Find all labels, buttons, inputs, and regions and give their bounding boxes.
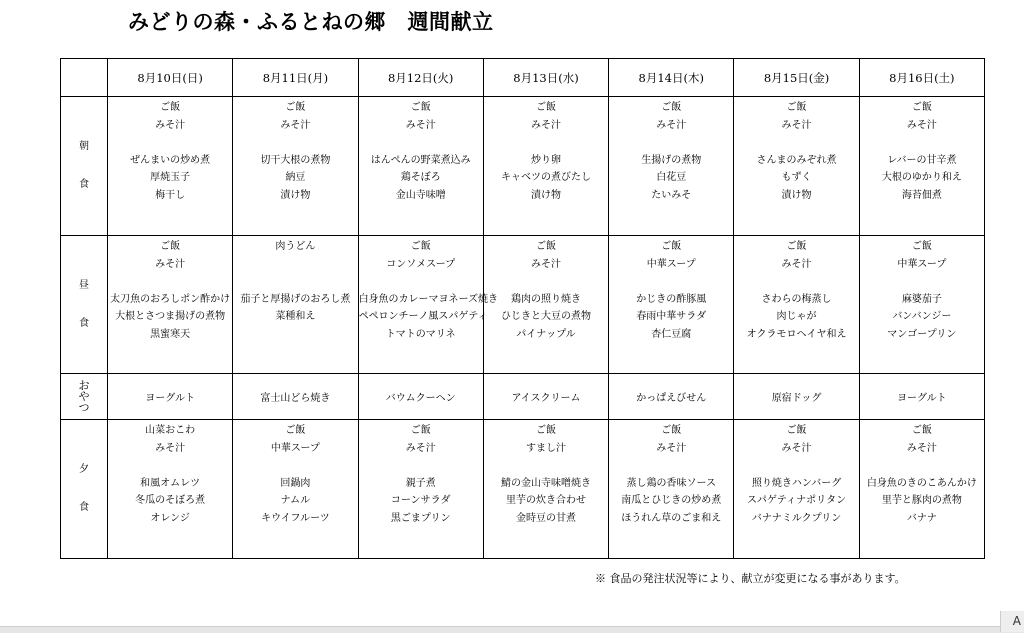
menu-spacer [233, 457, 357, 475]
dinner-cell [483, 420, 608, 559]
menu-item: 肉うどん [275, 241, 316, 252]
menu-item: 納豆 [285, 172, 306, 183]
menu-item: ご飯 [535, 102, 556, 113]
menu-item: みそ汁 [280, 119, 311, 131]
menu-item: みそ汁 [781, 119, 812, 131]
change-notice: ※ 食品の発注状況等により、献立が変更になる事があります。 [595, 572, 906, 585]
day-header: 8月11日(月) [233, 59, 358, 97]
menu-item: 大根とさつま揚げの煮物 [115, 311, 226, 322]
menu-item: スパゲティナポリタン [746, 495, 847, 506]
menu-item: 杏仁豆腐 [651, 328, 692, 340]
breakfast-cell [233, 97, 358, 236]
menu-item: 麻婆茄子 [901, 293, 942, 305]
breakfast-cell [483, 97, 608, 236]
menu-item: ご飯 [285, 102, 306, 113]
menu-item: 梅干し [155, 189, 186, 201]
menu-item: コンソメスープ [386, 258, 456, 270]
menu-item: ペペロンチーノ風スパゲティ [358, 311, 488, 322]
corner-cell [61, 59, 108, 97]
menu-item: ご飯 [786, 241, 807, 252]
menu-item: 里芋の炊き合わせ [505, 495, 586, 506]
menu-item: 山菜おこわ [145, 425, 196, 436]
snack-cell: バウムクーヘン [358, 374, 483, 420]
menu-spacer [860, 457, 984, 475]
breakfast-cell [734, 97, 859, 236]
menu-item: ご飯 [786, 425, 807, 436]
lunch-cell [233, 236, 358, 374]
menu-item: ほうれん草のごま和え [621, 512, 722, 524]
menu-item: 和風オムレツ [140, 477, 201, 489]
breakfast-cell [108, 97, 233, 236]
meal-label-char: 食 [79, 502, 89, 513]
menu-item: はんぺんの野菜煮込み [370, 154, 471, 166]
menu-item: 冬瓜のそぼろ煮 [135, 495, 206, 506]
menu-spacer [484, 134, 608, 152]
day-header: 8月16日(土) [859, 59, 984, 97]
menu-item: ご飯 [160, 241, 181, 252]
menu-spacer [359, 134, 483, 152]
menu-item: 漬け物 [280, 189, 311, 201]
meal-label-char: お [78, 379, 90, 392]
menu-item: みそ汁 [781, 258, 812, 270]
snack-cell: かっぱえびせん [609, 374, 734, 420]
menu-item: 鶏そぼろ [400, 172, 441, 183]
menu-item: みそ汁 [530, 119, 561, 131]
menu-item: 太刀魚のおろしポン酢かけ [110, 293, 231, 305]
menu-item: みそ汁 [405, 442, 436, 454]
snack-cell: 原宿ドッグ [734, 374, 859, 420]
meal-label-char: 食 [79, 179, 89, 190]
menu-item: 菜種和え [275, 311, 316, 322]
menu-item: キャベツの煮びたし [500, 172, 591, 183]
menu-item: 回鍋肉 [280, 477, 311, 489]
snack-cell: アイスクリーム [483, 374, 608, 420]
day-header: 8月13日(水) [483, 59, 608, 97]
menu-item: ご飯 [160, 102, 181, 113]
menu-item: 漬け物 [781, 189, 812, 201]
menu-item: たいみそ [651, 189, 692, 201]
day-header: 8月10日(日) [108, 59, 233, 97]
lunch-cell [483, 236, 608, 374]
breakfast-cell [609, 97, 734, 236]
menu-spacer [484, 457, 608, 475]
menu-item: 生揚げの煮物 [641, 154, 702, 166]
menu-spacer [233, 134, 357, 152]
menu-item: 中華スープ [897, 258, 947, 270]
dinner-cell [233, 420, 358, 559]
menu-item: キウイフルーツ [261, 512, 330, 524]
snack-cell: 富士山どら焼き [233, 374, 358, 420]
menu-item: みそ汁 [155, 119, 186, 131]
meal-label-lunch [61, 236, 108, 374]
dinner-cell [734, 420, 859, 559]
menu-item: みそ汁 [656, 119, 687, 131]
menu-item: ご飯 [661, 102, 682, 113]
menu-spacer [609, 273, 733, 291]
menu-item: さんまのみぞれ煮 [756, 154, 837, 166]
menu-item: ぜんまいの炒め煮 [130, 154, 211, 166]
menu-item: 海苔佃煮 [901, 189, 942, 201]
menu-item: 親子煮 [405, 477, 436, 489]
menu-item: レバーの甘辛煮 [887, 154, 957, 166]
menu-item: 黒蜜寒天 [150, 328, 191, 340]
menu-item: マンゴープリン [887, 328, 957, 340]
header-row [61, 59, 985, 97]
menu-item: 茄子と厚揚げのおろし煮 [240, 293, 351, 305]
menu-spacer [108, 273, 232, 291]
menu-item: ご飯 [535, 241, 556, 252]
menu-item: みそ汁 [155, 258, 186, 270]
meal-label-char: 食 [79, 317, 89, 329]
menu-item: みそ汁 [405, 119, 436, 131]
menu-item: ご飯 [911, 241, 932, 252]
menu-spacer [233, 256, 357, 274]
menu-spacer [359, 273, 483, 291]
menu-item: バナナ [906, 512, 937, 524]
menu-item: オレンジ [150, 512, 190, 524]
menu-item: 白身魚のきのこあんかけ [866, 477, 977, 489]
menu-item: 金山寺味噌 [395, 189, 446, 201]
breakfast-row [61, 97, 985, 236]
snack-row [61, 374, 985, 420]
weekly-menu-table [60, 58, 985, 559]
lunch-cell [859, 236, 984, 374]
menu-item: 春雨中華サラダ [636, 311, 707, 322]
menu-item: ご飯 [661, 425, 682, 436]
menu-item: 鯖の金山寺味噌焼き [500, 477, 591, 489]
menu-item: 漬け物 [530, 189, 561, 201]
menu-spacer [359, 457, 483, 475]
meal-label-breakfast [61, 97, 108, 236]
meal-label-snack [61, 374, 108, 420]
dinner-cell [609, 420, 734, 559]
menu-item: ご飯 [661, 241, 682, 252]
menu-item: 切干大根の煮物 [260, 154, 331, 166]
menu-spacer [108, 134, 232, 152]
snack-cell: ヨーグルト [108, 374, 233, 420]
menu-item: 肉じゃが [776, 311, 817, 322]
menu-item: 南瓜とひじきの炒め煮 [621, 495, 722, 506]
menu-item: ナムル [280, 495, 311, 506]
meal-label-char: 朝 [79, 141, 89, 152]
lunch-cell [358, 236, 499, 374]
meal-label-char: つ [78, 401, 90, 414]
menu-item: 黒ごまプリン [390, 512, 451, 524]
meal-label-char: や [78, 390, 90, 403]
menu-item: ご飯 [786, 102, 807, 113]
menu-spacer [609, 134, 733, 152]
menu-item: 白花豆 [656, 172, 687, 183]
menu-item: 鶏肉の照り焼き [510, 293, 581, 305]
menu-item: 照り焼きハンバーグ [751, 477, 842, 489]
meal-label-char: 夕 [79, 464, 89, 475]
menu-item: ご飯 [535, 425, 556, 436]
menu-item: ご飯 [285, 425, 306, 436]
menu-item: 里芋と豚肉の煮物 [881, 495, 962, 506]
menu-spacer [609, 457, 733, 475]
menu-item: ご飯 [911, 102, 932, 113]
dinner-cell [108, 420, 233, 559]
menu-item: みそ汁 [781, 442, 812, 454]
menu-item: 大根のゆかり和え [881, 172, 962, 183]
menu-spacer [860, 273, 984, 291]
snack-cell: ヨーグルト [859, 374, 984, 420]
menu-spacer [734, 134, 858, 152]
breakfast-cell [859, 97, 984, 236]
lunch-cell [734, 236, 859, 374]
menu-item: トマトのマリネ [385, 328, 456, 340]
menu-item: ご飯 [410, 425, 431, 436]
page-title: みどりの森・ふるとねの郷 週間献立 [128, 9, 494, 34]
menu-spacer [233, 273, 357, 291]
menu-item: みそ汁 [530, 258, 561, 270]
menu-item: 中華スープ [270, 442, 320, 454]
menu-item: オクラモロヘイヤ和え [746, 328, 847, 340]
menu-item: パイナップル [516, 328, 576, 340]
menu-item: 中華スープ [646, 258, 696, 270]
menu-item: 厚焼玉子 [150, 172, 191, 183]
dinner-cell [859, 420, 984, 559]
breakfast-cell [358, 97, 483, 236]
menu-item: ご飯 [911, 425, 932, 436]
menu-spacer [484, 273, 608, 291]
menu-item: ご飯 [410, 241, 431, 252]
menu-item: コーンサラダ [390, 495, 451, 506]
menu-item: みそ汁 [906, 442, 937, 454]
menu-item: 炒り卵 [530, 154, 561, 166]
menu-item: みそ汁 [656, 442, 687, 454]
day-header: 8月14日(木) [609, 59, 734, 97]
menu-item: みそ汁 [155, 442, 186, 454]
menu-item: 蒸し鶏の香味ソース [626, 477, 717, 489]
menu-item: ひじきと大豆の煮物 [500, 311, 591, 322]
meal-label-char: 昼 [79, 279, 89, 291]
dinner-row [61, 420, 985, 559]
lunch-cell [609, 236, 734, 374]
menu-item: みそ汁 [906, 119, 937, 131]
day-header: 8月12日(火) [358, 59, 483, 97]
menu-spacer [734, 273, 858, 291]
menu-item: バナナミルクプリン [751, 512, 842, 524]
day-header: 8月15日(金) [734, 59, 859, 97]
meal-label-dinner [61, 420, 108, 559]
corner-button[interactable]: A [1000, 611, 1024, 632]
menu-item: さわらの梅蒸し [761, 293, 832, 305]
menu-item: もずく [781, 172, 812, 183]
menu-spacer [734, 457, 858, 475]
dinner-cell [358, 420, 483, 559]
lunch-cell [108, 236, 233, 374]
menu-spacer [860, 134, 984, 152]
lunch-row [61, 236, 985, 374]
status-bar [0, 626, 1024, 633]
menu-item: ご飯 [410, 102, 431, 113]
menu-spacer [108, 457, 232, 475]
menu-item: 金時豆の甘煮 [515, 512, 576, 524]
menu-item: バンバンジー [892, 311, 952, 322]
menu-item: 白身魚のカレーマヨネーズ焼き [358, 293, 499, 305]
menu-item: かじきの酢豚風 [636, 293, 707, 305]
menu-item: すまし汁 [525, 442, 566, 454]
